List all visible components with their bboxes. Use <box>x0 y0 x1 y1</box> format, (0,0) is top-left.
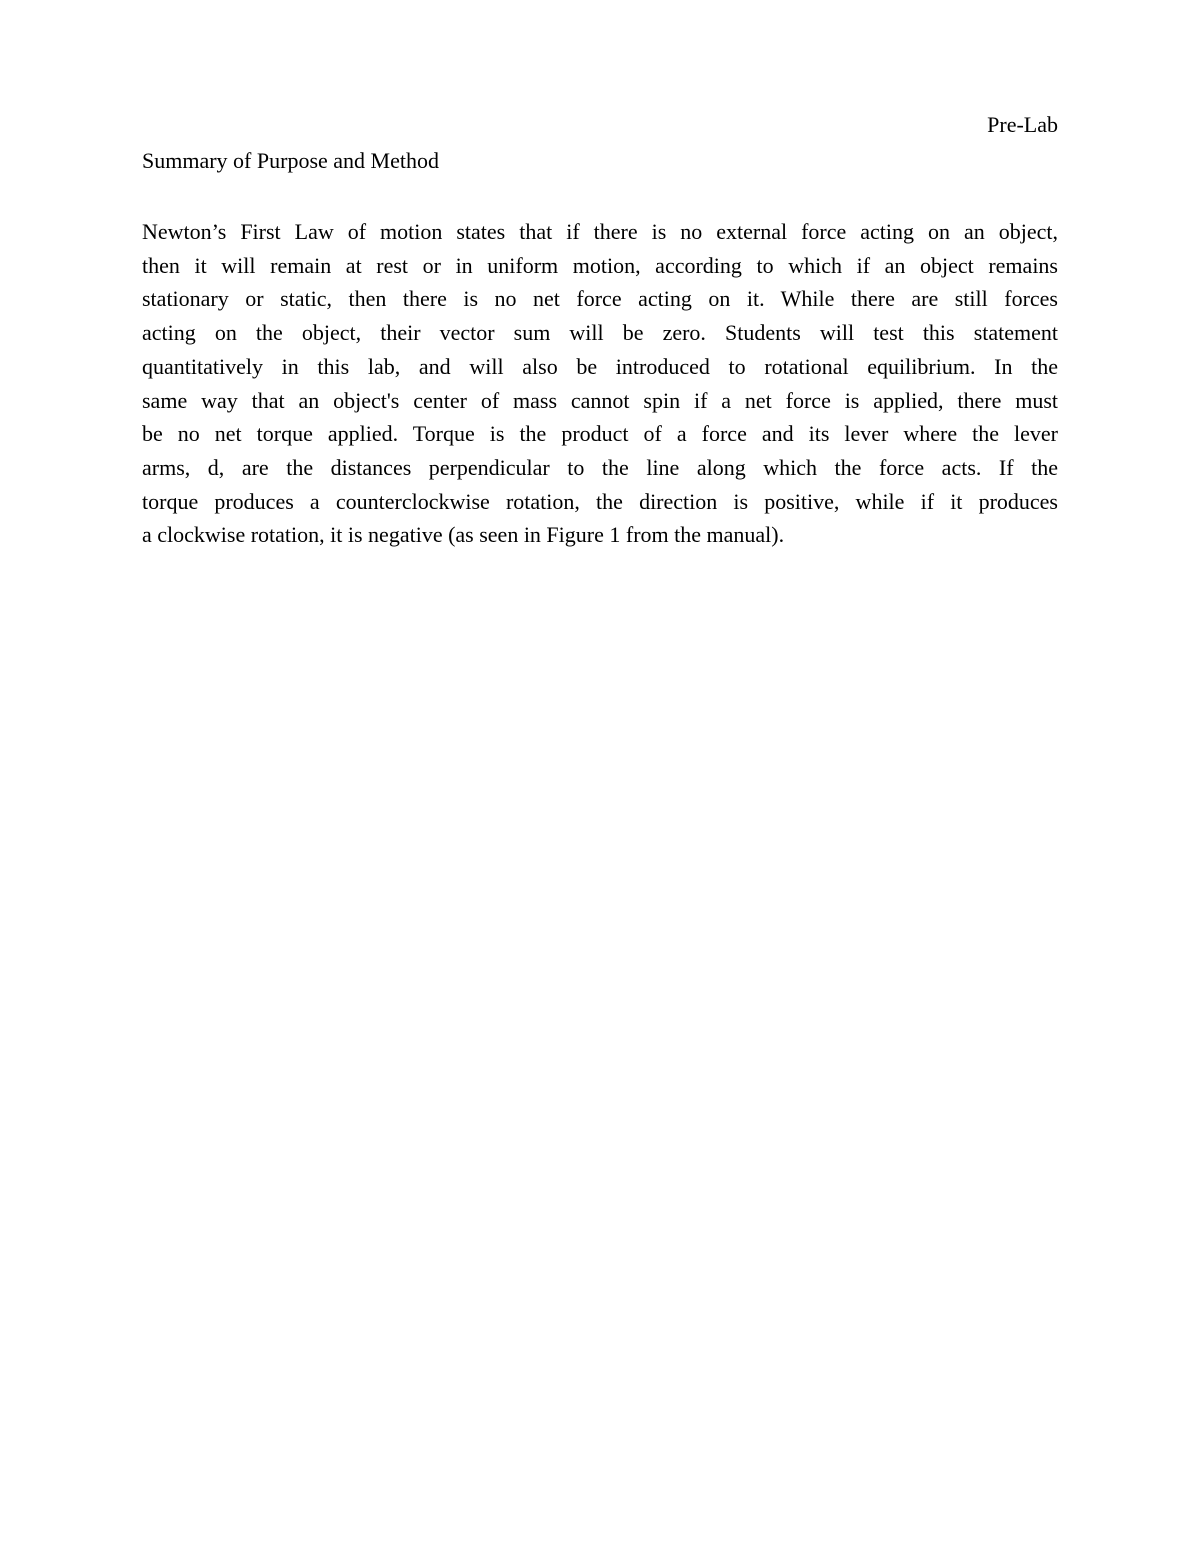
paragraph-line: arms, d, are the distances perpendicular to the line along which the force acts. If the <box>142 454 1058 480</box>
paragraph-line: stationary or static, then there is no net force acting on it. While there are still forces <box>142 286 1058 312</box>
paragraph-line: then it will remain at rest or in uniform motion, according to which if an object remains <box>142 252 1058 278</box>
page-header-label: Pre-Lab <box>987 112 1058 137</box>
paragraph-line: same way that an object's center of mass cannot spin if a net force is applied, there must <box>142 387 1058 413</box>
paragraph-line: Newton’s First Law of motion states that if there is no external force acting on an object, <box>142 219 1058 244</box>
section-title: Summary of Purpose and Method <box>142 148 439 173</box>
paragraph-line: acting on the object, their vector sum will be zero. Students will test this statement <box>142 320 1058 346</box>
paragraph-line: quantitatively in this lab, and will also be introduced to rotational equilibrium. In the <box>142 353 1058 379</box>
paragraph-line: a clockwise rotation, it is negative (as seen in Figure 1 from the manual). <box>142 522 785 548</box>
body-paragraph <box>142 215 1058 552</box>
paragraph-line: torque produces a counterclockwise rotation, the direction is positive, while if it produces <box>142 488 1058 514</box>
paragraph-line: be no net torque applied. Torque is the product of a force and its lever where the lever <box>142 421 1058 447</box>
